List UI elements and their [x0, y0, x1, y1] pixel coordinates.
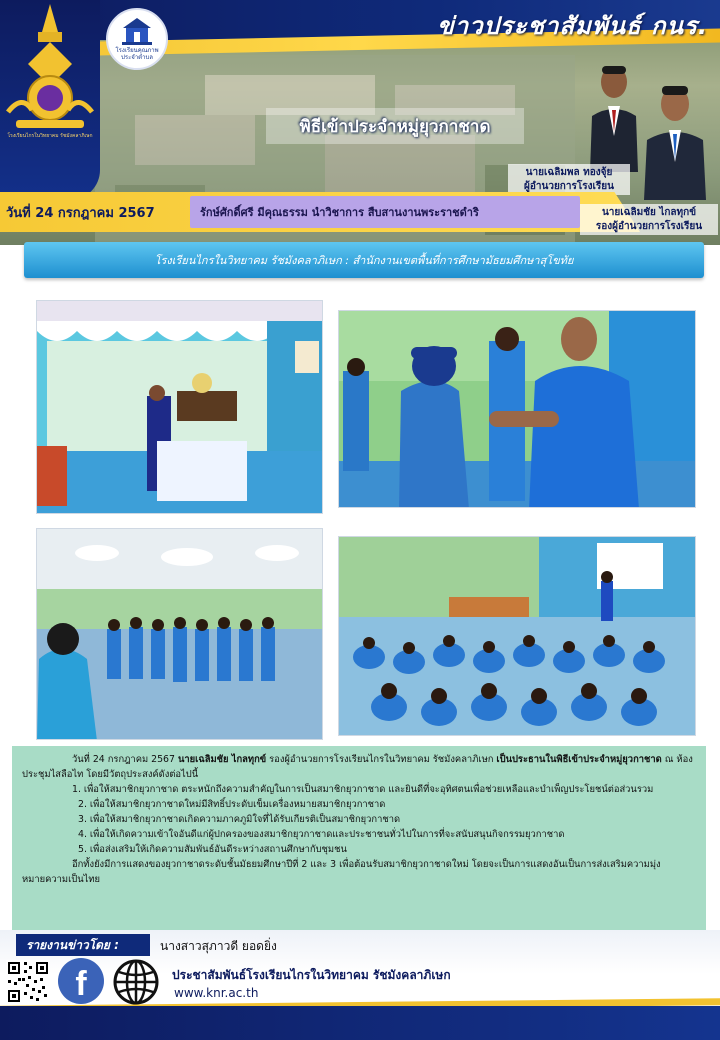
photo-pinning-badge	[338, 310, 696, 508]
deputy-name: นายเฉลิมชัย ไกลทุกข์	[601, 207, 697, 218]
reporter-label: รายงานข่าวโดย :	[16, 934, 150, 956]
objective-4: 4. เพื่อให้เกิดความเข้าใจอันดีแก่ผู้ปกครองของสมาชิกยุวกาชาดและประชาชนทั่วไปในการที่จะสนับสนุนกิจกรรมยุวกาชาด	[78, 829, 565, 841]
intro-name: นายเฉลิมชัย ไกลทุกข์	[177, 754, 267, 765]
objective-2: 2. เพื่อให้สมาชิกยุวกาชาดใหม่มีสิทธิ์ประดับเข็มเครื่องหมายสมาชิกยุวกาชาด	[78, 799, 386, 811]
intro-role: เป็นประธานในพิธีเข้าประจำหมู่ยุวกาชาด	[496, 754, 662, 765]
website-link[interactable]: www.knr.ac.th	[174, 986, 259, 1000]
facebook-icon[interactable]: f	[58, 958, 104, 1004]
school-building-icon	[120, 16, 154, 46]
event-title-box	[266, 108, 524, 144]
brand-title: ข่าวประชาสัมพันธ์ กนร.	[437, 12, 708, 40]
intro-prefix: วันที่ 24 กรกฎาคม 2567	[72, 754, 178, 765]
director-name-tag	[508, 164, 630, 195]
photo-members-seated-image	[339, 537, 696, 736]
motto-text: รักษ์ศักดิ์ศรี มีคุณธรรม นำวิชาการ สืบสานงานพระราชดำริ	[200, 206, 479, 219]
school-logo-text: โรงเรียนคุณภาพ ประจำตำบล	[115, 47, 159, 61]
date-text: วันที่ 24 กรกฎาคม 2567	[6, 206, 155, 221]
motto-band	[190, 196, 580, 228]
reporter-name: นางสาวสุภาวดี ยอดยิ่ง	[160, 939, 277, 953]
news-body	[12, 746, 706, 930]
objective-3: 3. เพื่อให้สมาชิกยุวกาชาดเกิดความภาคภูมิใจที่ได้รับเกียรติเป็นสมาชิกยุวกาชาด	[78, 814, 401, 826]
deputy-position: รองผู้อำนวยการโรงเรียน	[595, 220, 703, 232]
photo-members-lineup-image	[37, 529, 323, 740]
intro-mid: รองผู้อำนวยการโรงเรียนไกรในวิทยาคม รัชมังคลาภิเษก	[266, 754, 497, 765]
footer-navy-band	[0, 1006, 720, 1040]
deputy-name-tag	[580, 204, 718, 235]
qr-code-icon[interactable]	[6, 960, 50, 1004]
deputy-director-portrait	[640, 80, 710, 200]
photo-ceremony-altar	[36, 300, 323, 514]
photo-members-seated	[338, 536, 696, 736]
intro-paragraph	[22, 752, 696, 782]
director-position: ผู้อำนวยการโรงเรียน	[524, 180, 614, 192]
school-logo-icon	[106, 8, 168, 70]
closing-paragraph: อีกทั้งยังมีการแสดงของยุวกาชาดระดับชั้นมัธยมศึกษาปีที่ 2 และ 3 เพื่อต้อนรับสมาชิกยุวกาชาดใหม่ โดยจะเป็นการแสดงอันเป็นการส่งเสริมความมุ่งหมายความเป็นไทย	[22, 859, 661, 886]
school-bar	[24, 242, 704, 278]
crest-icon	[2, 2, 98, 134]
event-title: พิธีเข้าประจำหมู่ยุวกาชาด	[299, 116, 491, 137]
photo-pinning-badge-image	[339, 311, 696, 508]
objective-5: 5. เพื่อส่งเสริมให้เกิดความสัมพันธ์อันดีระหว่างสถานศึกษากับชุมชน	[78, 844, 347, 856]
intro-suffix: ณ ห้องประชุมไสลือไท โดยมีวัตถุประสงค์ดังต่อไปนี้	[22, 754, 693, 781]
director-name: นายเฉลิมพล ทองจุ้ย	[525, 167, 613, 178]
globe-icon[interactable]	[112, 958, 160, 1006]
photo-members-lineup	[36, 528, 323, 740]
pr-text: ประชาสัมพันธ์โรงเรียนไกรในวิทยาคม รัชมังคลาภิเษก	[172, 968, 451, 982]
objective-1: 1. เพื่อให้สมาชิกยุวกาชาด ตระหนักถึงความสำคัญในการเป็นสมาชิกยุวกาชาด และยินดีที่จะอุทิศตนเพื่อช่วยเหลือและบำเพ็ญประโยชน์ต่อส่วนรวม	[72, 784, 654, 796]
director-portrait	[586, 60, 642, 172]
crest-caption: โรงเรียนไกรในวิทยาคม รัชมังคลาภิเษก	[7, 133, 93, 139]
photo-ceremony-altar-image	[37, 301, 323, 514]
school-bar-text: โรงเรียนไกรในวิทยาคม รัชมังคลาภิเษก : สำนักงานเขตพื้นที่การศึกษามัธยมศึกษาสุโขทัย	[154, 254, 574, 267]
